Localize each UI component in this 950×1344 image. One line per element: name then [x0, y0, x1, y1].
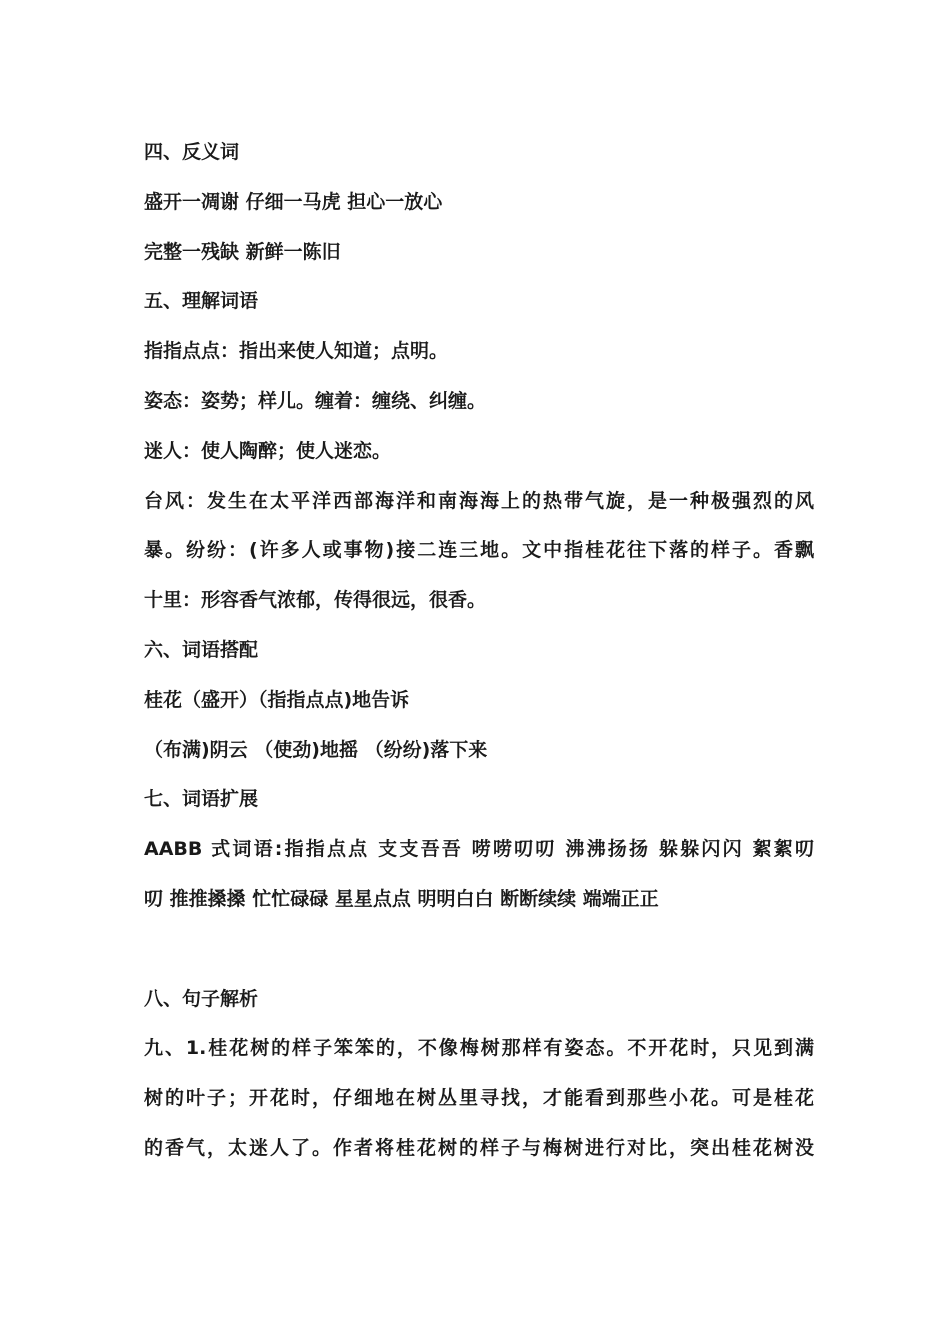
- text-line: 完整一残缺 新鲜一陈旧: [144, 240, 341, 263]
- text-line: 姿态：姿势；样儿。缠着：缠绕、纠缠。: [144, 389, 487, 412]
- text-line: 叨 推推搡搡 忙忙碌碌 星星点点 明明白白 断断续续 端端正正: [144, 887, 659, 910]
- heading-word-collocation: 六、词语搭配: [144, 638, 259, 661]
- text-line: 暴。纷纷：(许多人或事物)接二连三地。文中指桂花往下落的样子。香飘: [144, 539, 814, 562]
- heading-word-expansion: 七、词语扩展: [144, 788, 259, 811]
- heading-antonyms: 四、反义词: [144, 141, 240, 163]
- blank-line: [144, 925, 814, 975]
- text-line: 指指点点：指出来使人知道；点明。: [144, 340, 449, 363]
- text-line: 九、1.桂花树的样子笨笨的，不像梅树那样有姿态。不开花时，只见到满: [144, 1037, 814, 1060]
- heading-sentence-analysis: 八、句子解析: [144, 987, 259, 1010]
- heading-word-understanding: 五、理解词语: [144, 290, 259, 313]
- text-line: 盛开一凋谢 仔细一马虎 担心一放心: [144, 190, 443, 213]
- text-line: 迷人：使人陶醉；使人迷恋。: [144, 439, 392, 462]
- text-line: 十里：形容香气浓郁，传得很远，很香。: [144, 589, 487, 612]
- text-line: （布满)阴云 （使劲)地摇 （纷纷)落下来: [144, 738, 488, 761]
- text-line: 树的叶子；开花时，仔细地在树丛里寻找，才能看到那些小花。可是桂花: [144, 1087, 814, 1110]
- document-page: [144, 128, 814, 1174]
- text-line: 台风：发生在太平洋西部海洋和南海海上的热带气旋，是一种极强烈的风: [144, 489, 814, 512]
- text-line: AABB 式词语:指指点点 支支吾吾 唠唠叨叨 沸沸扬扬 躲躲闪闪 絮絮叨: [144, 838, 814, 861]
- text-line: 的香气，太迷人了。作者将桂花树的样子与梅树进行对比，突出桂花树没: [144, 1136, 814, 1159]
- text-line: 桂花（盛开）（指指点点)地告诉: [144, 688, 410, 711]
